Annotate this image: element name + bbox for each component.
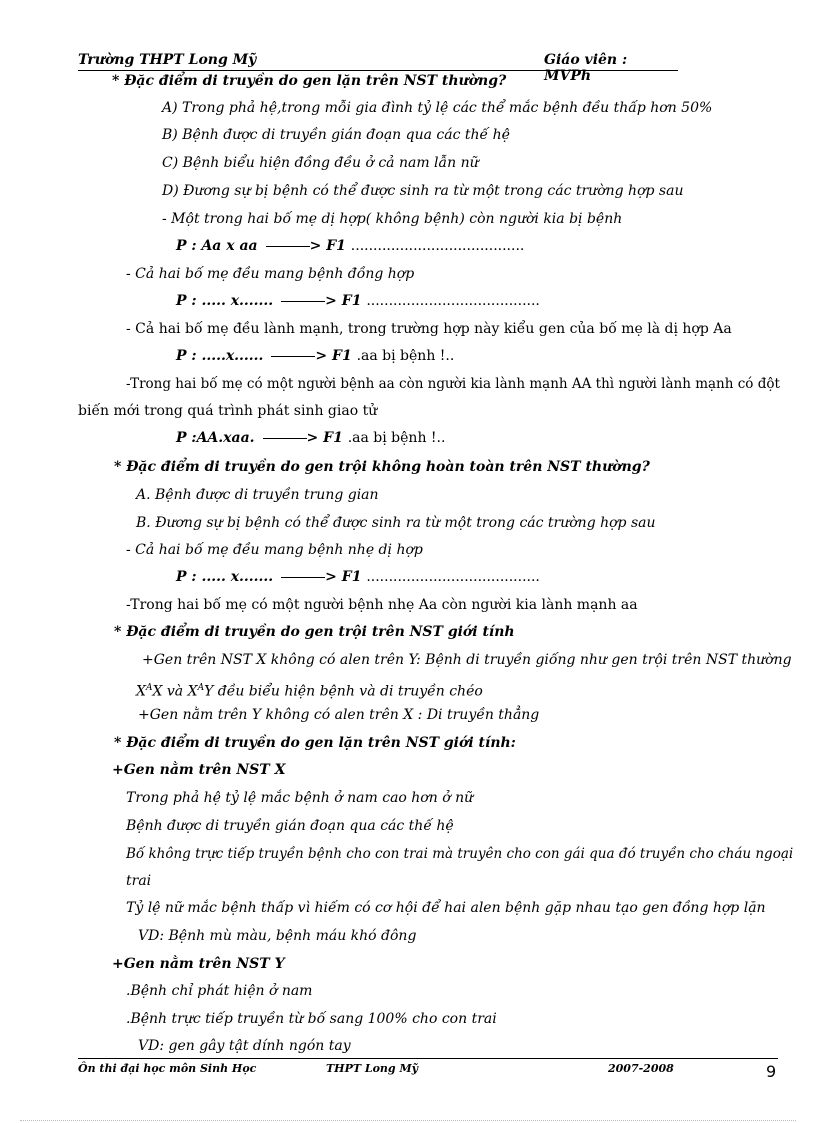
cross-parents: P : .....x...... <box>176 348 264 364</box>
header-school: Trường THPT Long Mỹ <box>78 52 257 68</box>
paragraph-line: biến mới trong quá trình phát sinh giao tử <box>78 403 378 419</box>
heading-incomplete-dominant: * Đặc điểm di truyền do gen trội không hoàn toàn trên NST thường? <box>114 459 650 475</box>
case-line: - Cả hai bố mẹ đều lành mạnh, trong trường hợp này kiểu gen của bố mẹ là dị hợp Aa <box>126 321 732 337</box>
genotype-text: Y đều biểu hiện bệnh và di truyền chéo <box>204 683 483 700</box>
cross-parents: P : ..... x....... <box>176 293 274 309</box>
footer-center: THPT Long Mỹ <box>326 1062 419 1075</box>
arrow-icon <box>266 246 310 247</box>
option-b: B. Đương sự bị bệnh có thể được sinh ra từ một trong các trường hợp sau <box>136 515 656 531</box>
option-c: C) Bệnh biểu hiện đồng đều ở cả nam lẫn nữ <box>162 155 479 171</box>
cross-line <box>176 429 445 447</box>
option-a: A) Trong phả hệ,trong mỗi gia đình tỷ lệ các thể mắc bệnh đều thấp hơn 50% <box>162 100 713 116</box>
cross-line <box>176 568 540 586</box>
point-line: Bố không trực tiếp truyền bệnh cho con trai mà truyên cho con gái qua đó truyền cho cháu ngoại <box>126 846 794 862</box>
example-line: VD: gen gây tật dính ngón tay <box>138 1038 351 1054</box>
genotype-sup: A <box>197 683 205 693</box>
example-line: VD: Bệnh mù màu, bệnh máu khó đông <box>138 928 417 944</box>
cross-result: .aa bị bệnh !.. <box>356 348 455 364</box>
heading-dominant-sex-linked: * Đặc điểm di truyền do gen trội trên NST giới tính <box>114 624 515 640</box>
cross-parents: P :AA.xaa. <box>176 430 255 446</box>
option-d: D) Đương sự bị bệnh có thể được sinh ra từ một trong các trường hợp sau <box>162 183 684 199</box>
option-b: B) Bệnh được di truyền gián đoạn qua các thế hệ <box>162 127 510 143</box>
bullet-line: +Gen nằm trên Y không có alen trên X : Di truyền thẳng <box>138 707 540 723</box>
page-number: 9 <box>766 1062 777 1081</box>
point-line: .Bệnh chỉ phát hiện ở nam <box>126 983 313 999</box>
case-line: - Một trong hai bố mẹ dị hợp( không bệnh) còn người kia bị bệnh <box>162 211 623 227</box>
cross-f1: > F1 <box>309 238 346 254</box>
footer-left: Ôn thi đại học môn Sinh Học <box>78 1062 257 1075</box>
cross-parents: P : Aa x aa <box>176 238 258 254</box>
genotype-line <box>136 679 483 701</box>
genotype-text: X và X <box>152 683 198 700</box>
heading-recessive-autosomal: * Đặc điểm di truyền do gen lặn trên NST thường? <box>112 73 507 89</box>
cross-f1: > F1 <box>325 569 362 585</box>
cross-f1: > F1 <box>325 293 362 309</box>
footer-right: 2007-2008 <box>608 1062 674 1075</box>
arrow-icon <box>281 301 325 302</box>
cross-line <box>176 347 454 365</box>
cross-f1: > F1 <box>315 348 352 364</box>
arrow-icon <box>263 438 307 439</box>
point-line: .Bệnh trực tiếp truyền từ bố sang 100% cho con trai <box>126 1011 497 1027</box>
cross-f1: > F1 <box>306 430 343 446</box>
paragraph-line: -Trong hai bố mẹ có một người bệnh aa còn người kia lành mạnh AA thì người lành mạnh có đột <box>126 376 780 392</box>
genotype-x: X <box>136 683 146 700</box>
arrow-icon <box>271 356 315 357</box>
genotype-sup: A <box>145 683 153 693</box>
cross-result: ....................................... <box>366 293 540 309</box>
paragraph-line: -Trong hai bố mẹ có một người bệnh nhẹ Aa còn người kia lành mạnh aa <box>126 597 638 613</box>
heading-recessive-sex-linked: * Đặc điểm di truyền do gen lặn trên NST giới tính: <box>114 735 516 751</box>
case-line: - Cả hai bố mẹ đều mang bệnh nhẹ dị hợp <box>126 542 423 558</box>
arrow-icon <box>281 577 325 578</box>
subheading-x: +Gen nằm trên NST X <box>112 762 286 778</box>
point-line: Tỷ lệ nữ mắc bệnh thấp vì hiếm có cơ hội để hai alen bệnh gặp nhau tạo gen đồng hợp lặn <box>126 900 766 916</box>
point-line: trai <box>126 873 152 889</box>
header-teacher: Giáo viên : MVPh <box>544 52 628 84</box>
subheading-y: +Gen nằm trên NST Y <box>112 956 285 972</box>
point-line: Trong phả hệ tỷ lệ mắc bệnh ở nam cao hơn ở nữ <box>126 790 474 806</box>
cross-result: .aa bị bệnh !.. <box>347 430 446 446</box>
option-a: A. Bệnh được di truyền trung gian <box>136 487 379 503</box>
cross-line <box>176 292 540 310</box>
page-bottom-divider <box>20 1120 796 1121</box>
page-footer <box>78 1058 778 1081</box>
cross-result: ....................................... <box>366 569 540 585</box>
bullet-line: +Gen trên NST X không có alen trên Y: Bệnh di truyền giống như gen trội trên NST thường <box>142 652 792 668</box>
cross-line <box>176 237 524 255</box>
cross-parents: P : ..... x....... <box>176 569 274 585</box>
cross-result: ....................................... <box>350 238 525 254</box>
point-line: Bệnh được di truyền gián đoạn qua các thế hệ <box>126 818 454 834</box>
case-line: - Cả hai bố mẹ đều mang bệnh đồng hợp <box>126 266 415 282</box>
